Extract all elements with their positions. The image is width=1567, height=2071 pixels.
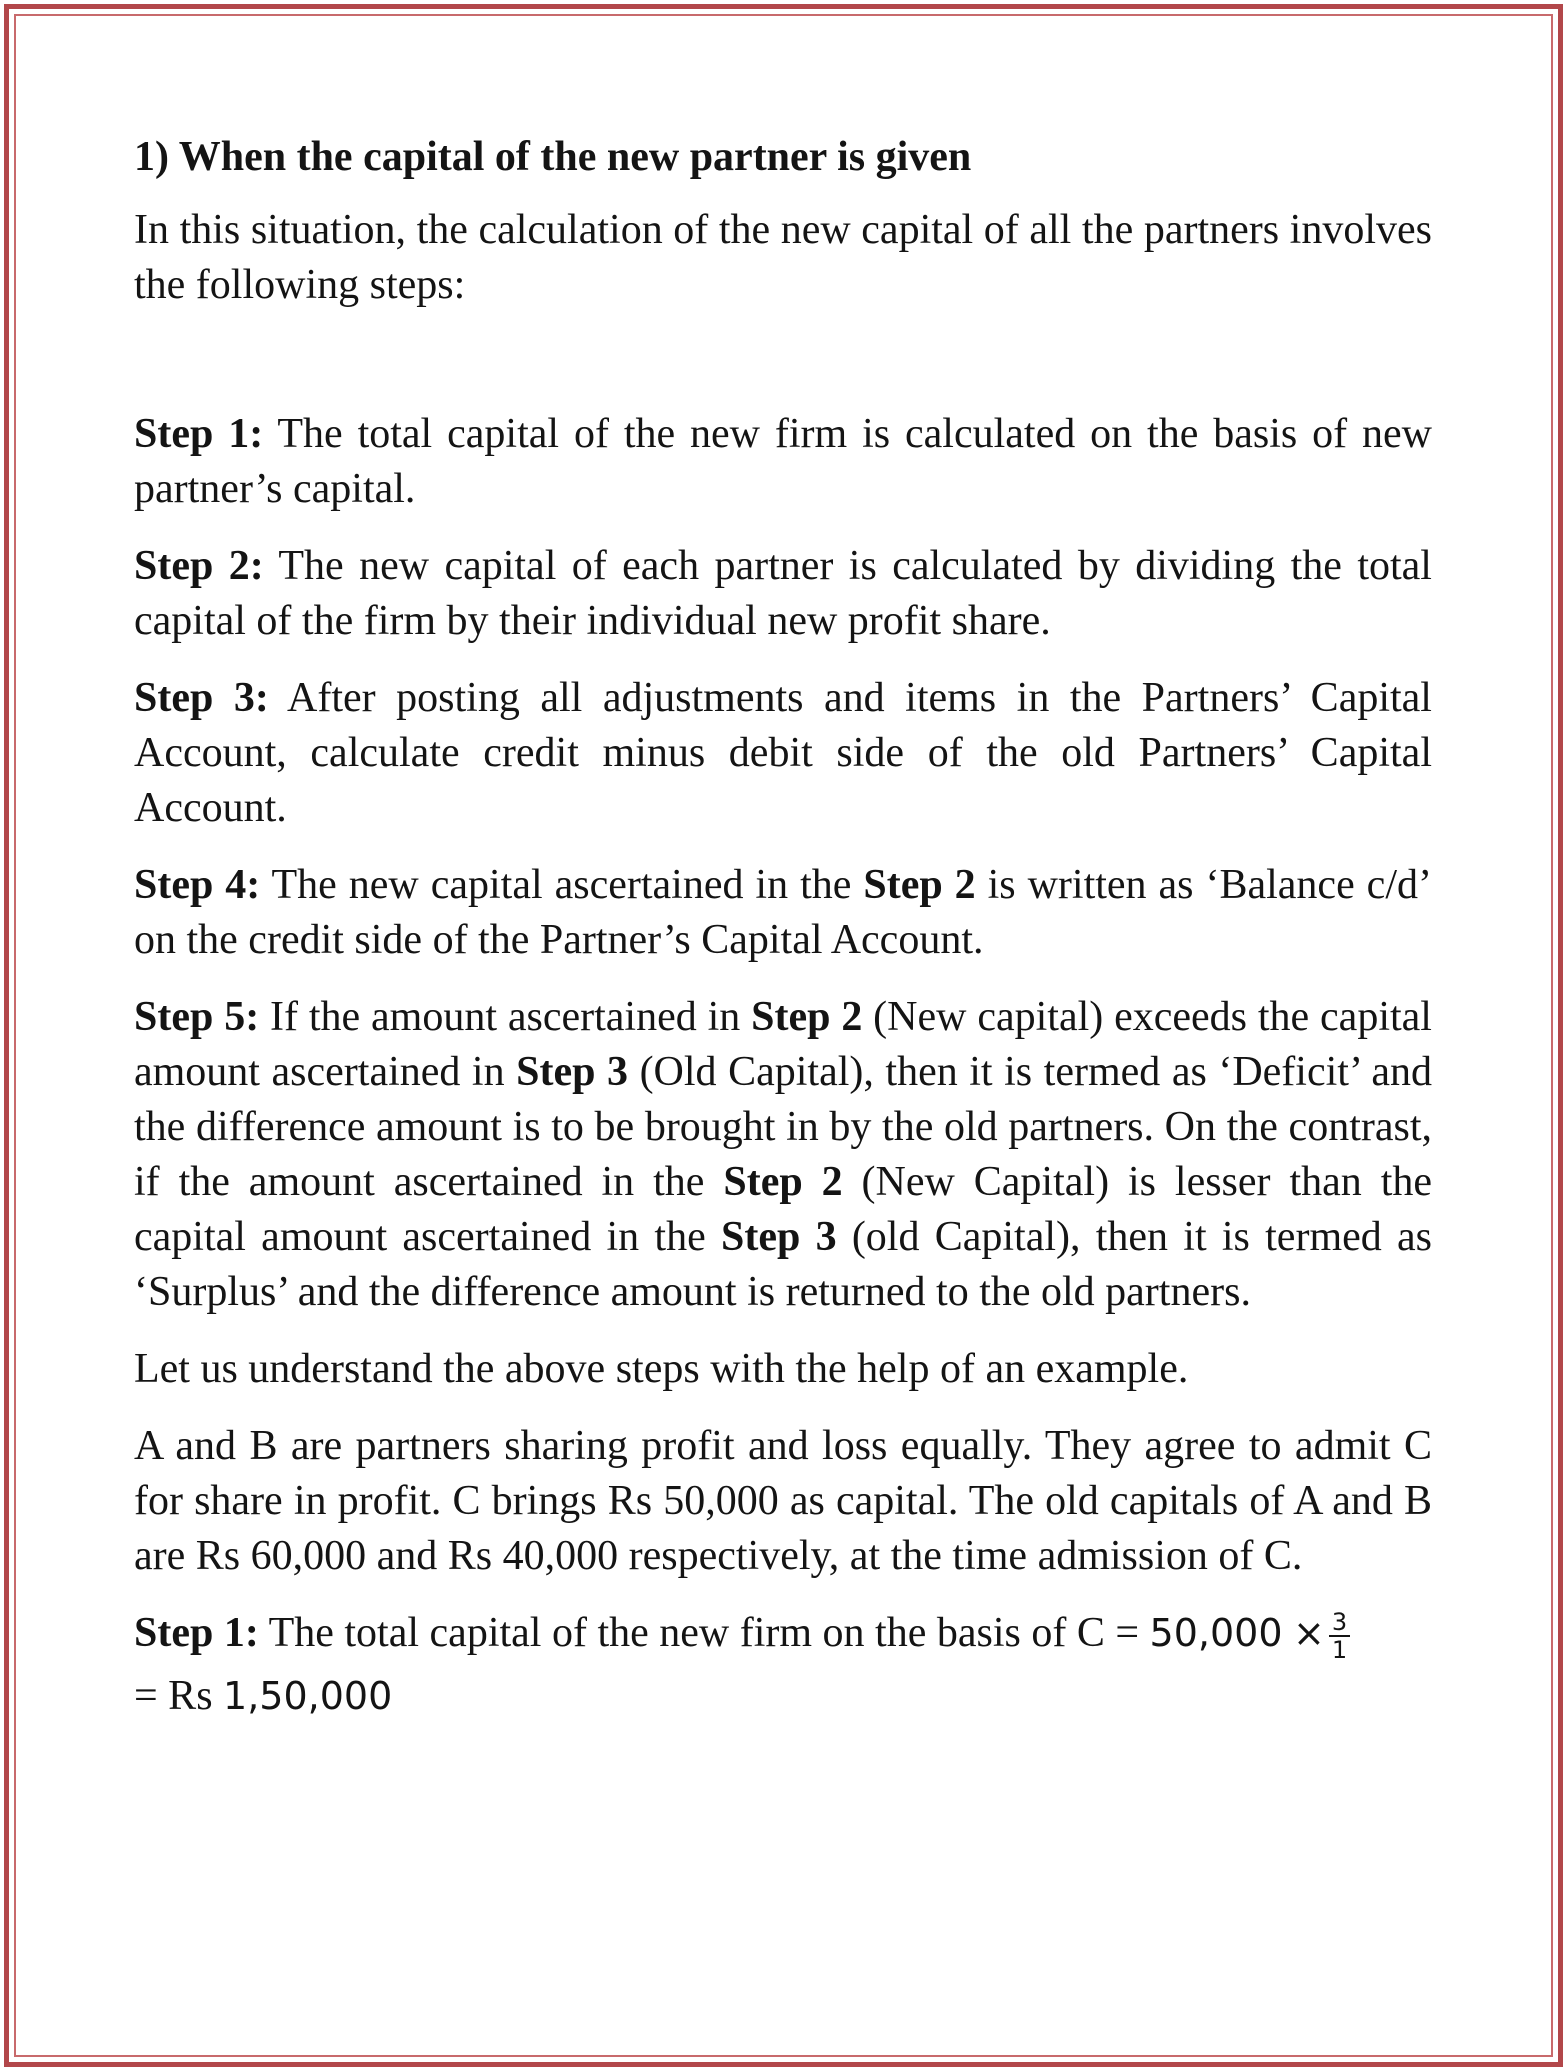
step-5-text: (Old Capital), then it is termed as ‘Deficit’ and the difference amount is to be brought in by the old partners. On the contrast, if the amount ascertained in the	[134, 1049, 1432, 1205]
calculation-result	[134, 1669, 1432, 1724]
step-3-label: Step 3:	[134, 675, 269, 721]
section-heading: 1) When the capital of the new partner is given	[134, 134, 972, 180]
step-2-text: The new capital of each partner is calculated by dividing the total capital of the firm by their individual new profit share.	[134, 543, 1432, 644]
multiply-sign: ×	[1293, 1611, 1325, 1655]
document-body	[134, 130, 1432, 1746]
step-4-text: The new capital ascertained in the	[260, 862, 864, 908]
step-reference: Step 2	[723, 1159, 843, 1205]
step-4-paragraph	[134, 858, 1432, 968]
example-paragraph: A and B are partners sharing profit and loss equally. They agree to admit C for share in profit. C brings Rs 50,000 as capital. The old capitals of A and B are Rs 60,000 and Rs 40,000 respectively, at the time admission of C.	[134, 1423, 1432, 1579]
calc-text: The total capital of the new firm on the basis of C =	[258, 1610, 1150, 1656]
calc-amount: 50,000	[1149, 1611, 1283, 1655]
step-5-text: If the amount ascertained in	[259, 994, 752, 1040]
step-4-text: is written as ‘Balance c/d’ on the credit side of the Partner’s Capital Account.	[134, 862, 1432, 963]
step-2-label: Step 2:	[134, 543, 264, 589]
step-5-paragraph	[134, 990, 1432, 1320]
result-amount: 1,50,000	[223, 1674, 393, 1719]
result-prefix: = Rs	[134, 1673, 224, 1720]
step-5-text: (old Capital), then it is termed as ‘Surplus’ and the difference amount is returned to the old partners.	[134, 1214, 1432, 1315]
step-1-text: The total capital of the new firm is calculated on the basis of new partner’s capital.	[134, 411, 1432, 512]
step-2-paragraph	[134, 539, 1432, 649]
example-intro-paragraph: Let us understand the above steps with the help of an example.	[134, 1346, 1189, 1392]
step-3-paragraph	[134, 671, 1432, 836]
step-4-label: Step 4:	[134, 862, 261, 908]
step-1-label: Step 1:	[134, 411, 264, 457]
calc-step-label: Step 1:	[134, 1610, 259, 1656]
fraction-numerator: 3	[1329, 1609, 1350, 1637]
calculation-step-1	[134, 1606, 1432, 1663]
step-5-text: (New capital) exceeds the capital amount ascertained in	[134, 994, 1432, 1095]
step-5-label: Step 5:	[134, 994, 260, 1040]
intro-paragraph: In this situation, the calculation of the new capital of all the partners involves the following steps:	[134, 207, 1432, 308]
step-reference: Step 3	[720, 1214, 837, 1260]
step-reference: Step 2	[863, 862, 976, 908]
step-reference: Step 2	[751, 994, 863, 1040]
fraction-denominator: 1	[1331, 1636, 1348, 1665]
blank-space	[134, 335, 1432, 407]
step-5-text: (New Capital) is lesser than the capital amount ascertained in the	[134, 1159, 1432, 1260]
fraction	[1329, 1609, 1350, 1663]
step-reference: Step 3	[516, 1049, 629, 1095]
step-1-paragraph	[134, 407, 1432, 517]
step-3-text: After posting all adjustments and items in the Partners’ Capital Account, calculate credit minus debit side of the old Partners’ Capital Account.	[134, 675, 1432, 831]
